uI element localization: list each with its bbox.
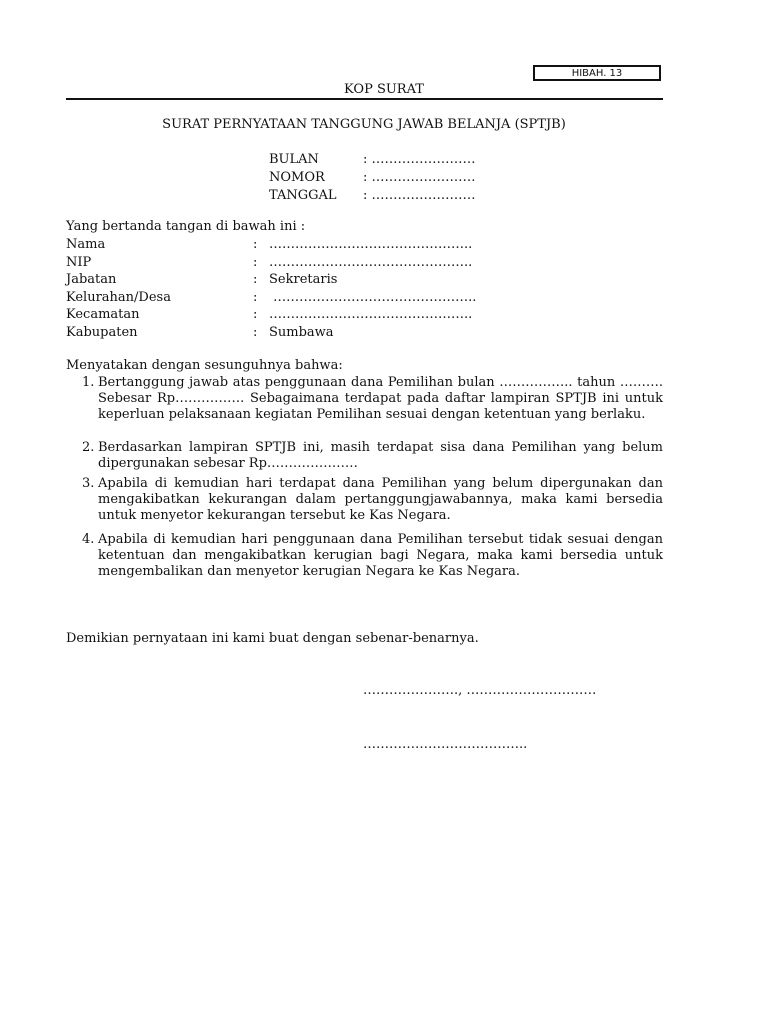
letterhead-divider — [66, 98, 663, 100]
field-value: ……………………………………….. — [269, 289, 477, 305]
field-label: Nama — [66, 237, 106, 252]
field-value: ……………………………………….. — [269, 254, 473, 270]
field-value: Sumbawa — [269, 324, 334, 340]
document-title: SURAT PERNYATAAN TANGGUNG JAWAB BELANJA (SPTJB) — [162, 117, 566, 132]
field-colon: : — [253, 307, 258, 323]
field-row-nama — [66, 236, 476, 254]
field-colon: : — [253, 289, 258, 305]
place-date-line: …………………., ………………………… — [363, 683, 597, 698]
meta-label: NOMOR — [269, 170, 325, 185]
statement-item-4 — [66, 532, 663, 580]
meta-value: : …………………… — [363, 188, 476, 203]
field-row-kelurahan — [66, 289, 476, 307]
signer-fields — [66, 236, 476, 342]
statement-intro: Menyatakan dengan sesunguhnya bahwa: — [66, 358, 343, 373]
field-value: ……………………………………….. — [269, 237, 473, 252]
signer-intro: Yang bertanda tangan di bawah ini : — [66, 219, 306, 234]
letterhead-placeholder: KOP SURAT — [344, 82, 424, 97]
field-row-kecamatan — [66, 306, 476, 324]
statement-item-1 — [66, 375, 663, 423]
field-label: Kabupaten — [66, 324, 138, 340]
field-colon: : — [253, 237, 258, 252]
meta-label: BULAN — [269, 152, 319, 167]
statement-text: Apabila di kemudian hari terdapat dana Pemilihan yang belum dipergunakan dan mengakibatkan kekurangan dalam pertanggungjawabannya, maka kami bersedia untuk menyetor kekurangan tersebut ke Kas Negara. — [98, 476, 663, 523]
field-label: Kecamatan — [66, 307, 140, 323]
field-label: Jabatan — [66, 272, 117, 288]
statement-text: Berdasarkan lampiran SPTJB ini, masih terdapat sisa dana Pemilihan yang belum dipergunakan sebesar Rp………………… — [98, 440, 663, 471]
statement-number: 2. — [82, 440, 95, 455]
statement-item-2 — [66, 440, 663, 472]
statement-list — [66, 375, 663, 580]
meta-row-tanggal — [269, 187, 476, 205]
field-colon: : — [253, 324, 258, 340]
statement-item-3 — [66, 476, 663, 524]
field-value: ……………………………………….. — [269, 307, 473, 323]
meta-value: : …………………… — [363, 170, 476, 185]
field-row-jabatan — [66, 271, 476, 289]
meta-row-nomor — [269, 169, 476, 187]
statement-number: 3. — [82, 476, 95, 491]
field-value: Sekretaris — [269, 272, 338, 288]
meta-label: TANGGAL — [269, 188, 337, 203]
meta-value: : …………………… — [363, 152, 476, 167]
closing-statement: Demikian pernyataan ini kami buat dengan sebenar-benarnya. — [66, 631, 479, 646]
field-row-kabupaten — [66, 324, 476, 342]
field-label: NIP — [66, 254, 92, 270]
statement-number: 4. — [82, 532, 95, 547]
statement-text: Bertanggung jawab atas penggunaan dana Pemilihan bulan …………….. tahun ………. Sebesar Rp……………. Sebagaimana terdapat pada daftar lampiran SPTJB ini untuk keperluan pelaksanaan kegiatan Pemilihan sesuai dengan ketentuan yang berlaku. — [98, 375, 663, 422]
meta-block — [269, 151, 476, 205]
field-colon: : — [253, 254, 258, 270]
form-code-box: HIBAH. 13 — [533, 65, 661, 81]
signature-name-line: ……………………………….. — [363, 737, 528, 752]
statement-text: Apabila di kemudian hari penggunaan dana Pemilihan tersebut tidak sesuai dengan ketentuan dan mengakibatkan kerugian bagi Negara, maka kami bersedia untuk mengembalikan dan menyetor kerugian Negara ke Kas Negara. — [98, 532, 663, 579]
statement-number: 1. — [82, 375, 95, 390]
field-row-nip — [66, 254, 476, 272]
field-label: Kelurahan/Desa — [66, 289, 171, 305]
meta-row-bulan — [269, 151, 476, 169]
field-colon: : — [253, 272, 258, 288]
